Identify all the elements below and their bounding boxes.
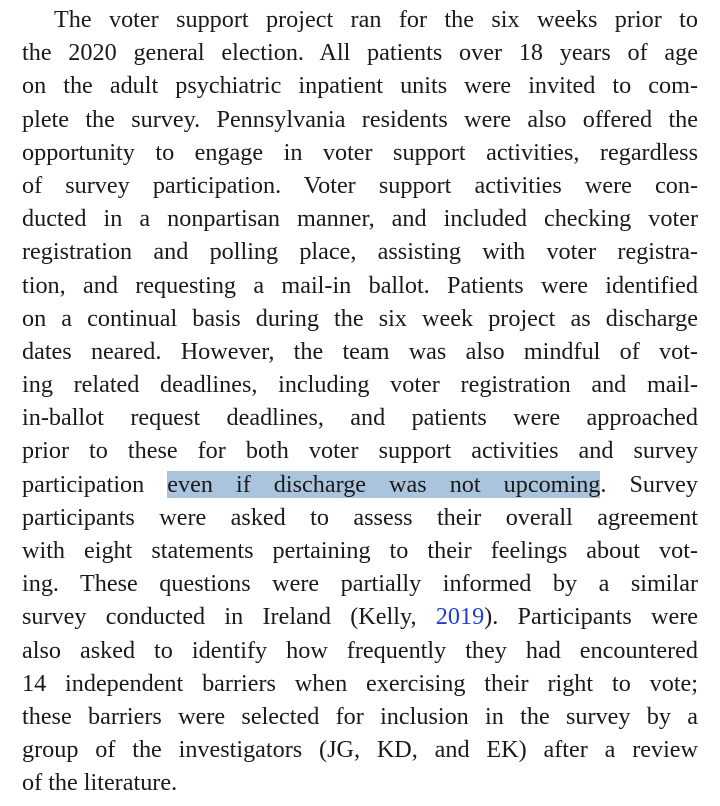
text-line: The voter support project ran for the six weeks prior to: [54, 6, 698, 33]
text-line-highlighted: [22, 468, 698, 501]
text-line: on a continual basis during the six week project as discharge: [22, 304, 698, 332]
text-line: ing. These questions were partially informed by a similar: [22, 570, 698, 598]
text-line: registration and polling place, assisting with voter registra-: [22, 238, 698, 266]
text-line: participants were asked to assess their overall agreement: [22, 503, 698, 531]
text-line: of survey participation. Voter support activities were con-: [22, 171, 698, 199]
text-segment: . Survey: [600, 470, 698, 498]
text-line: also asked to identify how frequently they had encountered: [22, 636, 698, 664]
text-line: 14 independent barriers when exercising their right to vote;: [22, 669, 698, 697]
citation-link[interactable]: 2019: [435, 603, 485, 631]
text-line: ducted in a nonpartisan manner, and included checking voter: [22, 205, 698, 233]
text-line: in-ballot request deadlines, and patients were approached: [22, 404, 698, 432]
text-line: these barriers were selected for inclusion in the survey by a: [22, 702, 698, 730]
text-line: of the literature.: [22, 769, 178, 797]
text-segment: participation: [22, 470, 168, 498]
text-line: on the adult psychiatric inpatient units were invited to com-: [22, 72, 698, 100]
highlighted-text-selection[interactable]: even if discharge was not upcoming: [167, 470, 601, 498]
text-segment: ). Participants were: [484, 603, 698, 631]
text-line: the 2020 general election. All patients over 18 years of age: [22, 39, 698, 67]
text-line: with eight statements pertaining to their feelings about vot-: [22, 537, 698, 564]
text-line: dates neared. However, the team was also mindful of vot-: [22, 337, 698, 365]
text-line: tion, and requesting a mail-in ballot. Patients were identified: [22, 271, 698, 299]
text-line: prior to these for both voter support activities and survey: [22, 437, 698, 465]
text-line: ing related deadlines, including voter registration and mail-: [22, 371, 698, 399]
article-paragraph: [22, 3, 698, 800]
text-line: group of the investigators (JG, KD, and EK) after a review: [22, 736, 698, 764]
text-line: plete the survey. Pennsylvania residents were also offered the: [22, 105, 698, 133]
text-segment: survey conducted in Ireland (Kelly,: [22, 603, 436, 631]
text-line-citation: [22, 600, 698, 633]
text-line: opportunity to engage in voter support activities, regardless: [22, 138, 698, 166]
